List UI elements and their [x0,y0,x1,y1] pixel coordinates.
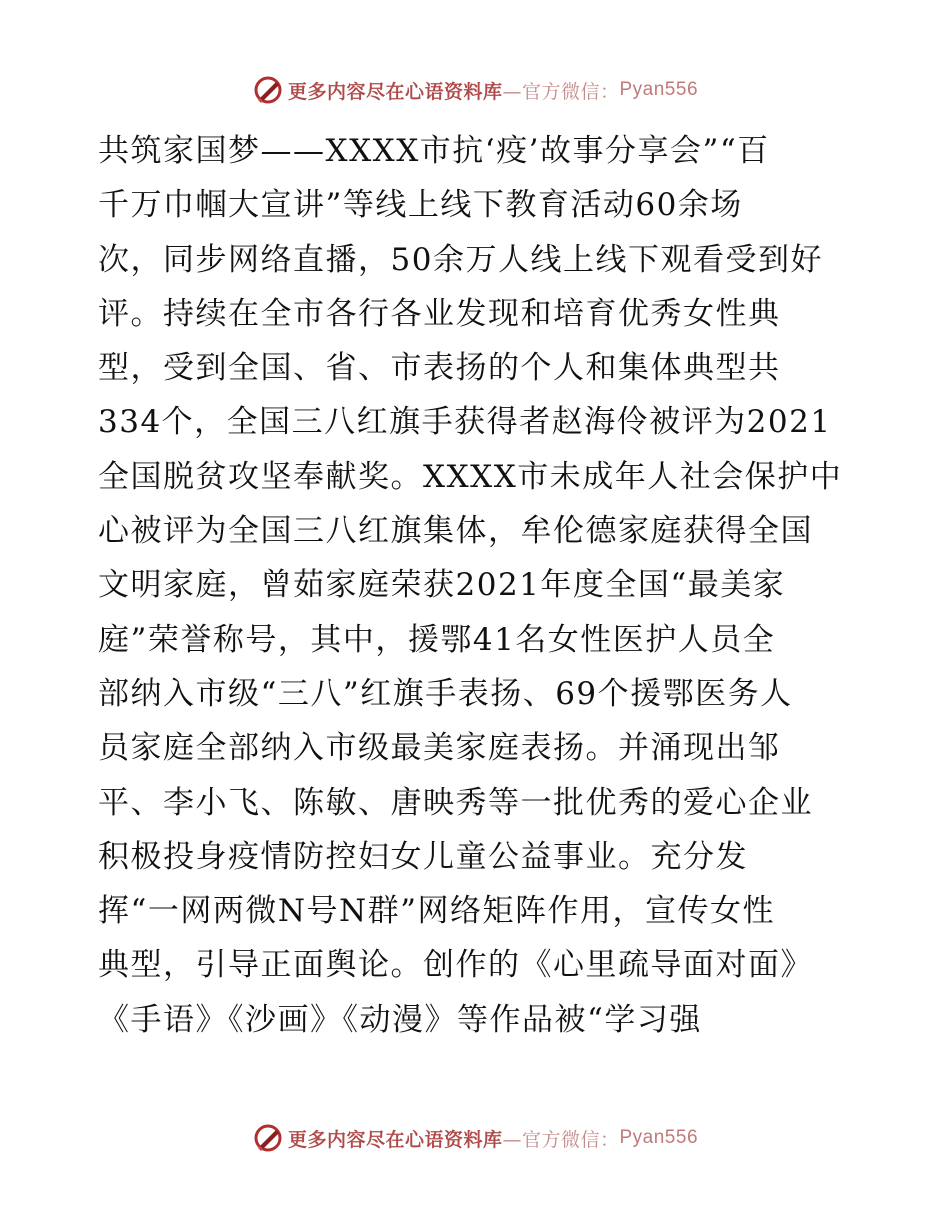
text-line: 积极投身疫情防控妇女儿童公益事业。充分发 [98,838,748,875]
watermark-account: Pyan556 [619,79,699,100]
text-line: 文明家庭，曾茹家庭荣获2021年度全国“最美家 [98,567,786,604]
text-line: 心被评为全国三八红旗集体，牟伦德家庭获得全国 [98,513,813,550]
text-line: 次，同步网络直播，50余万人线上线下观看受到好 [98,241,823,278]
text-line: 典型，引导正面舆论。创作的《心里疏导面对面》 [98,947,813,984]
pen-logo-icon [252,74,284,106]
text-line: 挥“一网两微N号N群”网络矩阵作用，宣传女性 [98,893,775,930]
watermark-rest: —官方微信： [502,80,620,103]
pen-logo-icon [252,1122,284,1154]
watermark-rest: —官方微信： [502,1128,620,1151]
text-line: 全国脱贫攻坚奉献奖。XXXX市未成年人社会保护中 [98,458,843,495]
watermark-lead: 更多内容尽在心语资料库 [287,80,503,103]
watermark-account: Pyan556 [619,1127,699,1148]
watermark-lead: 更多内容尽在心语资料库 [287,1128,503,1151]
text-line: 评。持续在全市各行各业发现和培育优秀女性典 [98,295,781,332]
header-watermark [0,70,950,110]
text-line: 平、李小飞、陈敏、唐映秀等一批优秀的爱心企业 [98,784,813,821]
text-line: 庭”荣誉称号，其中，援鄂41名女性医护人员全 [98,621,776,658]
text-line: 千万巾帼大宣讲”等线上线下教育活动60余场 [98,187,743,224]
text-line: 334个，全国三八红旗手获得者赵海伶被评为2021 [98,404,832,441]
text-line: 员家庭全部纳入市级最美家庭表扬。并涌现出邹 [98,730,781,767]
footer-watermark [0,1118,950,1158]
text-line: 型，受到全国、省、市表扬的个人和集体典型共 [98,350,781,387]
text-line: 部纳入市级“三八”红旗手表扬、69个援鄂医务人 [98,675,793,712]
body-text [98,124,868,1047]
text-line: 《手语》《沙画》《动漫》等作品被“学习强 [98,1001,702,1038]
text-line: 共筑家国梦——XXXX市抗‘疫’故事分享会”“百 [98,133,770,169]
